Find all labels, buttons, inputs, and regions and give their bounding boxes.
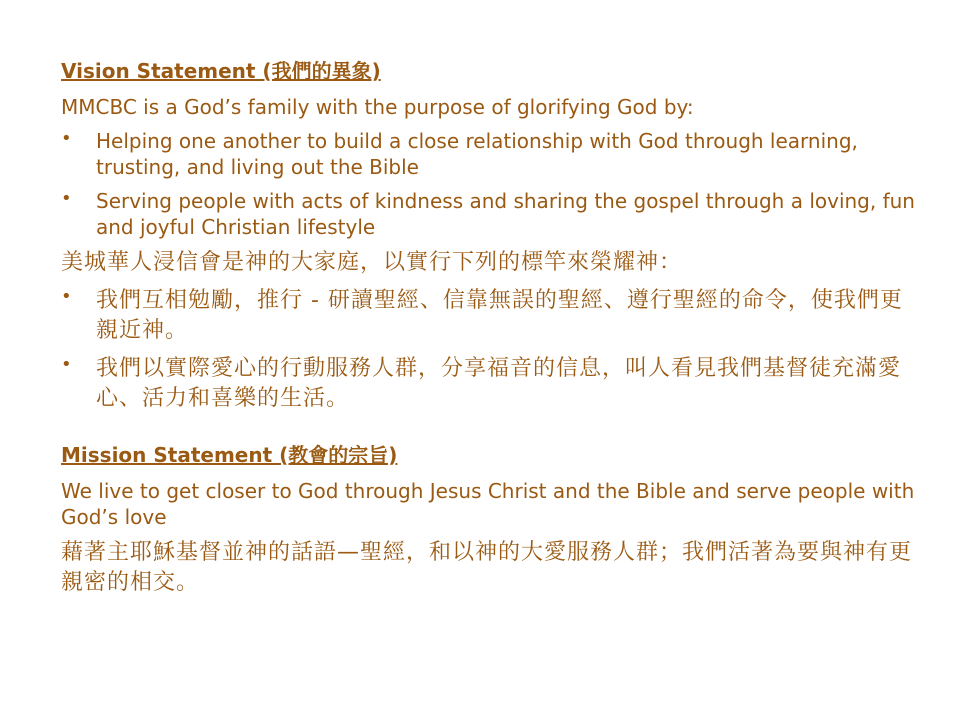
vision-bullet-zh-2: 我們以實際愛心的行動服務人群，分享福音的信息，叫人看見我們基督徒充滿愛心、活力和喜樂的生活。 (96, 356, 902, 411)
mission-text-en: We live to get closer to God through Jesus Christ and the Bible and serve people with God’s love (61, 479, 915, 529)
mission-text-zh: 藉著主耶穌基督並神的話語—聖經，和以神的大愛服務人群；我們活著為要與神有更親密的相交。 (61, 540, 913, 595)
vision-heading: Vision Statement (我們的異象) (61, 59, 381, 83)
list-item (61, 354, 921, 414)
vision-bullets-en (61, 128, 921, 240)
section-spacer (61, 422, 921, 440)
bullet-icon: • (61, 354, 72, 375)
list-item (61, 188, 921, 240)
slide-content (61, 56, 921, 606)
vision-bullet-en-1: Helping one another to build a close relationship with God through learning, trusting, and living out the Bible (96, 129, 858, 179)
bullet-icon: • (61, 128, 72, 149)
bullet-icon: • (61, 188, 72, 209)
list-item (61, 286, 921, 346)
vision-bullet-zh-1: 我們互相勉勵，推行 - 研讀聖經、信靠無誤的聖經、遵行聖經的命令，使我們更親近神。 (96, 288, 903, 343)
vision-intro-en: MMCBC is a God’s family with the purpose of glorifying God by: (61, 95, 694, 119)
vision-bullet-en-2: Serving people with acts of kindness and sharing the gospel through a loving, fun and joyful Christian lifestyle (96, 189, 915, 239)
list-item (61, 128, 921, 180)
bullet-icon: • (61, 286, 72, 307)
vision-bullets-zh (61, 286, 921, 414)
vision-intro-zh: 美城華人浸信會是神的大家庭，以實行下列的標竿來榮耀神： (61, 250, 683, 275)
mission-heading: Mission Statement (教會的宗旨) (61, 443, 398, 467)
